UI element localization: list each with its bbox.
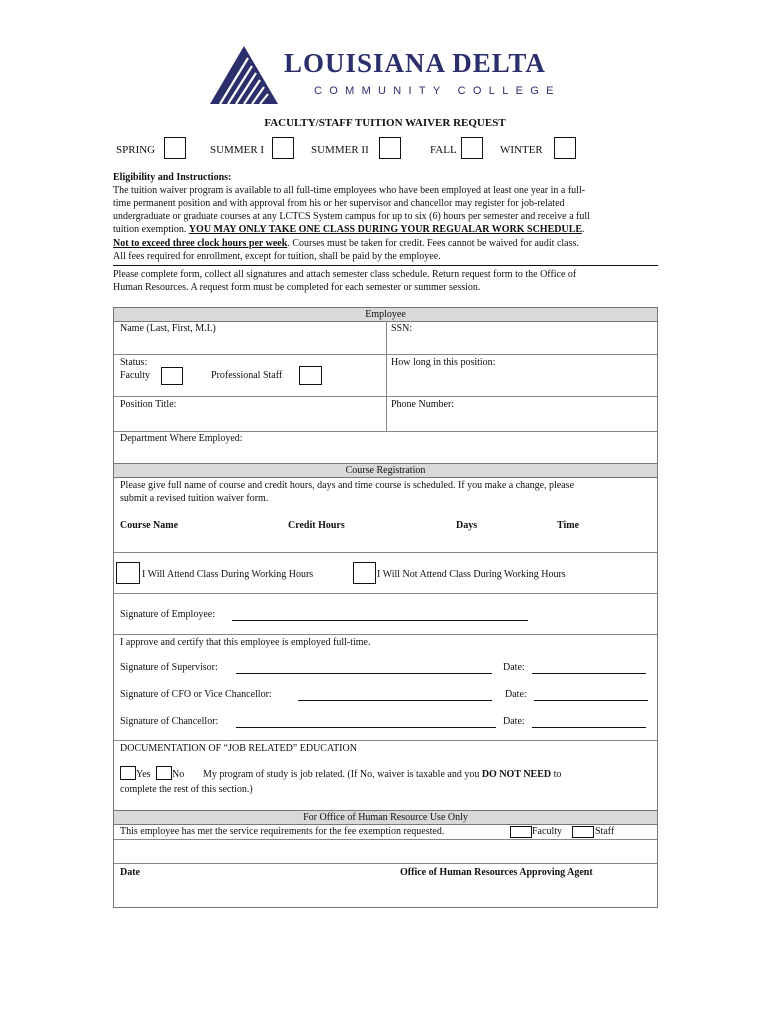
college-subtitle: COMMUNITY COLLEGE [314,85,561,97]
job-related-no-label: No [172,769,185,780]
how-long-label: How long in this position: [391,357,496,368]
instructions-line: Not to exceed three clock hours per week. Courses must be taken for credit. Fees cannot be waived for audit class. [113,238,579,249]
hr-date-label: Date [120,867,140,878]
instructions-line: All fees required for enrollment, except for tuition, shall be paid by the employee. [113,251,441,262]
cfo-signature-field[interactable] [298,700,492,701]
employee-section-header: Employee [114,307,657,322]
chancellor-signature-field[interactable] [236,727,496,728]
instructions-line: tuition exemption. YOU MAY ONLY TAKE ONE CLASS DURING YOUR REGUALAR WORK SCHEDULE. [113,224,585,235]
attend-not-during-hours-label: I Will Not Attend Class During Working Hours [377,569,566,580]
semester-summer2-label: SUMMER II [311,144,369,156]
semester-winter-checkbox[interactable] [554,137,576,159]
faculty-label: Faculty [120,370,150,381]
row-divider [114,740,657,741]
cfo-signature-label: Signature of CFO or Vice Chancellor: [120,689,272,700]
cfo-date-field[interactable] [534,700,648,701]
ssn-label: SSN: [391,323,413,334]
supervisor-signature-field[interactable] [236,673,492,674]
status-label: Status: [120,357,148,368]
column-days: Days [456,520,478,531]
row-divider [114,354,657,355]
hr-section-header: For Office of Human Resource Use Only [114,810,657,825]
instructions-heading: Eligibility and Instructions: [113,172,232,183]
cfo-date-label: Date: [505,689,527,700]
supervisor-date-field[interactable] [532,673,646,674]
row-divider [114,552,657,553]
supervisor-signature-label: Signature of Supervisor: [120,662,218,673]
documentation-title: DOCUMENTATION OF “JOB RELATED” EDUCATION [120,743,357,754]
job-related-yes-checkbox[interactable] [120,766,136,780]
semester-summer2-checkbox[interactable] [379,137,401,159]
employee-signature-label: Signature of Employee: [120,609,215,620]
instructions-line: undergraduate or graduate courses at any LCTCS System campus for up to six (6) hours per semester and receive a full [113,211,590,222]
hr-staff-label: Staff [595,826,615,837]
column-course-name: Course Name [120,520,179,531]
department-label: Department Where Employed: [120,433,243,444]
job-related-no-checkbox[interactable] [156,766,172,780]
form-title: FACULTY/STAFF TUITION WAIVER REQUEST [264,117,506,129]
position-title-label: Position Title: [120,399,177,410]
row-divider [114,863,657,864]
course-instruction: Please give full name of course and credit hours, days and time course is scheduled. If you make a change, please [120,480,575,491]
semester-summer1-checkbox[interactable] [272,137,294,159]
certify-text: I approve and certify that this employee is employed full-time. [120,637,371,648]
documentation-text: complete the rest of this section.) [120,784,253,795]
phone-label: Phone Number: [391,399,455,410]
hours-limit-warning: Not to exceed three clock hours per week [113,238,288,249]
hr-faculty-checkbox[interactable] [510,826,532,838]
hr-requirement-text: This employee has met the service requirements for the fee exemption requested. [120,826,445,837]
instructions-line: time permanent position and with approval from his or her supervisor and chancellor may register for job-related [113,198,565,209]
status-staff-checkbox[interactable] [299,366,322,385]
hr-faculty-label: Faculty [532,826,562,837]
row-divider [114,839,657,840]
row-divider [114,431,657,432]
column-divider [386,321,387,431]
semester-fall-checkbox[interactable] [461,137,483,159]
column-credit-hours: Credit Hours [288,520,345,531]
college-logo-icon [208,44,280,106]
instructions-line: The tuition waiver program is available to all full-time employees who have been employed at least one year in a full- [113,185,586,196]
row-divider [114,396,657,397]
attend-during-hours-checkbox[interactable] [116,562,140,584]
hr-staff-checkbox[interactable] [572,826,594,838]
documentation-text: My program of study is job related. (If No, waiver is taxable and you DO NOT NEED to [203,769,562,780]
chancellor-date-label: Date: [503,716,525,727]
semester-spring-checkbox[interactable] [164,137,186,159]
one-class-warning: YOU MAY ONLY TAKE ONE CLASS DURING YOUR REGUALAR WORK SCHEDULE [188,224,583,235]
chancellor-signature-label: Signature of Chancellor: [120,716,219,727]
chancellor-date-field[interactable] [532,727,646,728]
instructions-line: Please complete form, collect all signatures and attach semester class schedule. Return request form to the Office of [113,269,577,280]
attend-during-hours-label: I Will Attend Class During Working Hours [142,569,314,580]
semester-spring-label: SPRING [116,144,156,156]
do-not-need-emphasis: DO NOT NEED [481,769,552,780]
status-faculty-checkbox[interactable] [161,367,183,385]
course-instruction: submit a revised tuition waiver form. [120,493,269,504]
semester-winter-label: WINTER [500,144,543,156]
hr-approving-agent-label: Office of Human Resources Approving Agent [400,867,593,878]
instructions-line: Human Resources. A request form must be completed for each semester or summer session. [113,282,481,293]
employee-signature-field[interactable] [232,620,528,621]
semester-summer1-label: SUMMER I [210,144,265,156]
semester-fall-label: FALL [430,144,457,156]
divider [113,265,658,266]
college-name: LOUISIANA DELTA [284,48,546,78]
course-section-header: Course Registration [114,463,657,478]
professional-staff-label: Professional Staff [211,370,283,381]
job-related-yes-label: Yes [136,769,151,780]
attend-not-during-hours-checkbox[interactable] [353,562,376,584]
row-divider [114,593,657,594]
name-label: Name (Last, First, M.I.) [120,323,216,334]
supervisor-date-label: Date: [503,662,525,673]
column-time: Time [557,520,580,531]
row-divider [114,634,657,635]
